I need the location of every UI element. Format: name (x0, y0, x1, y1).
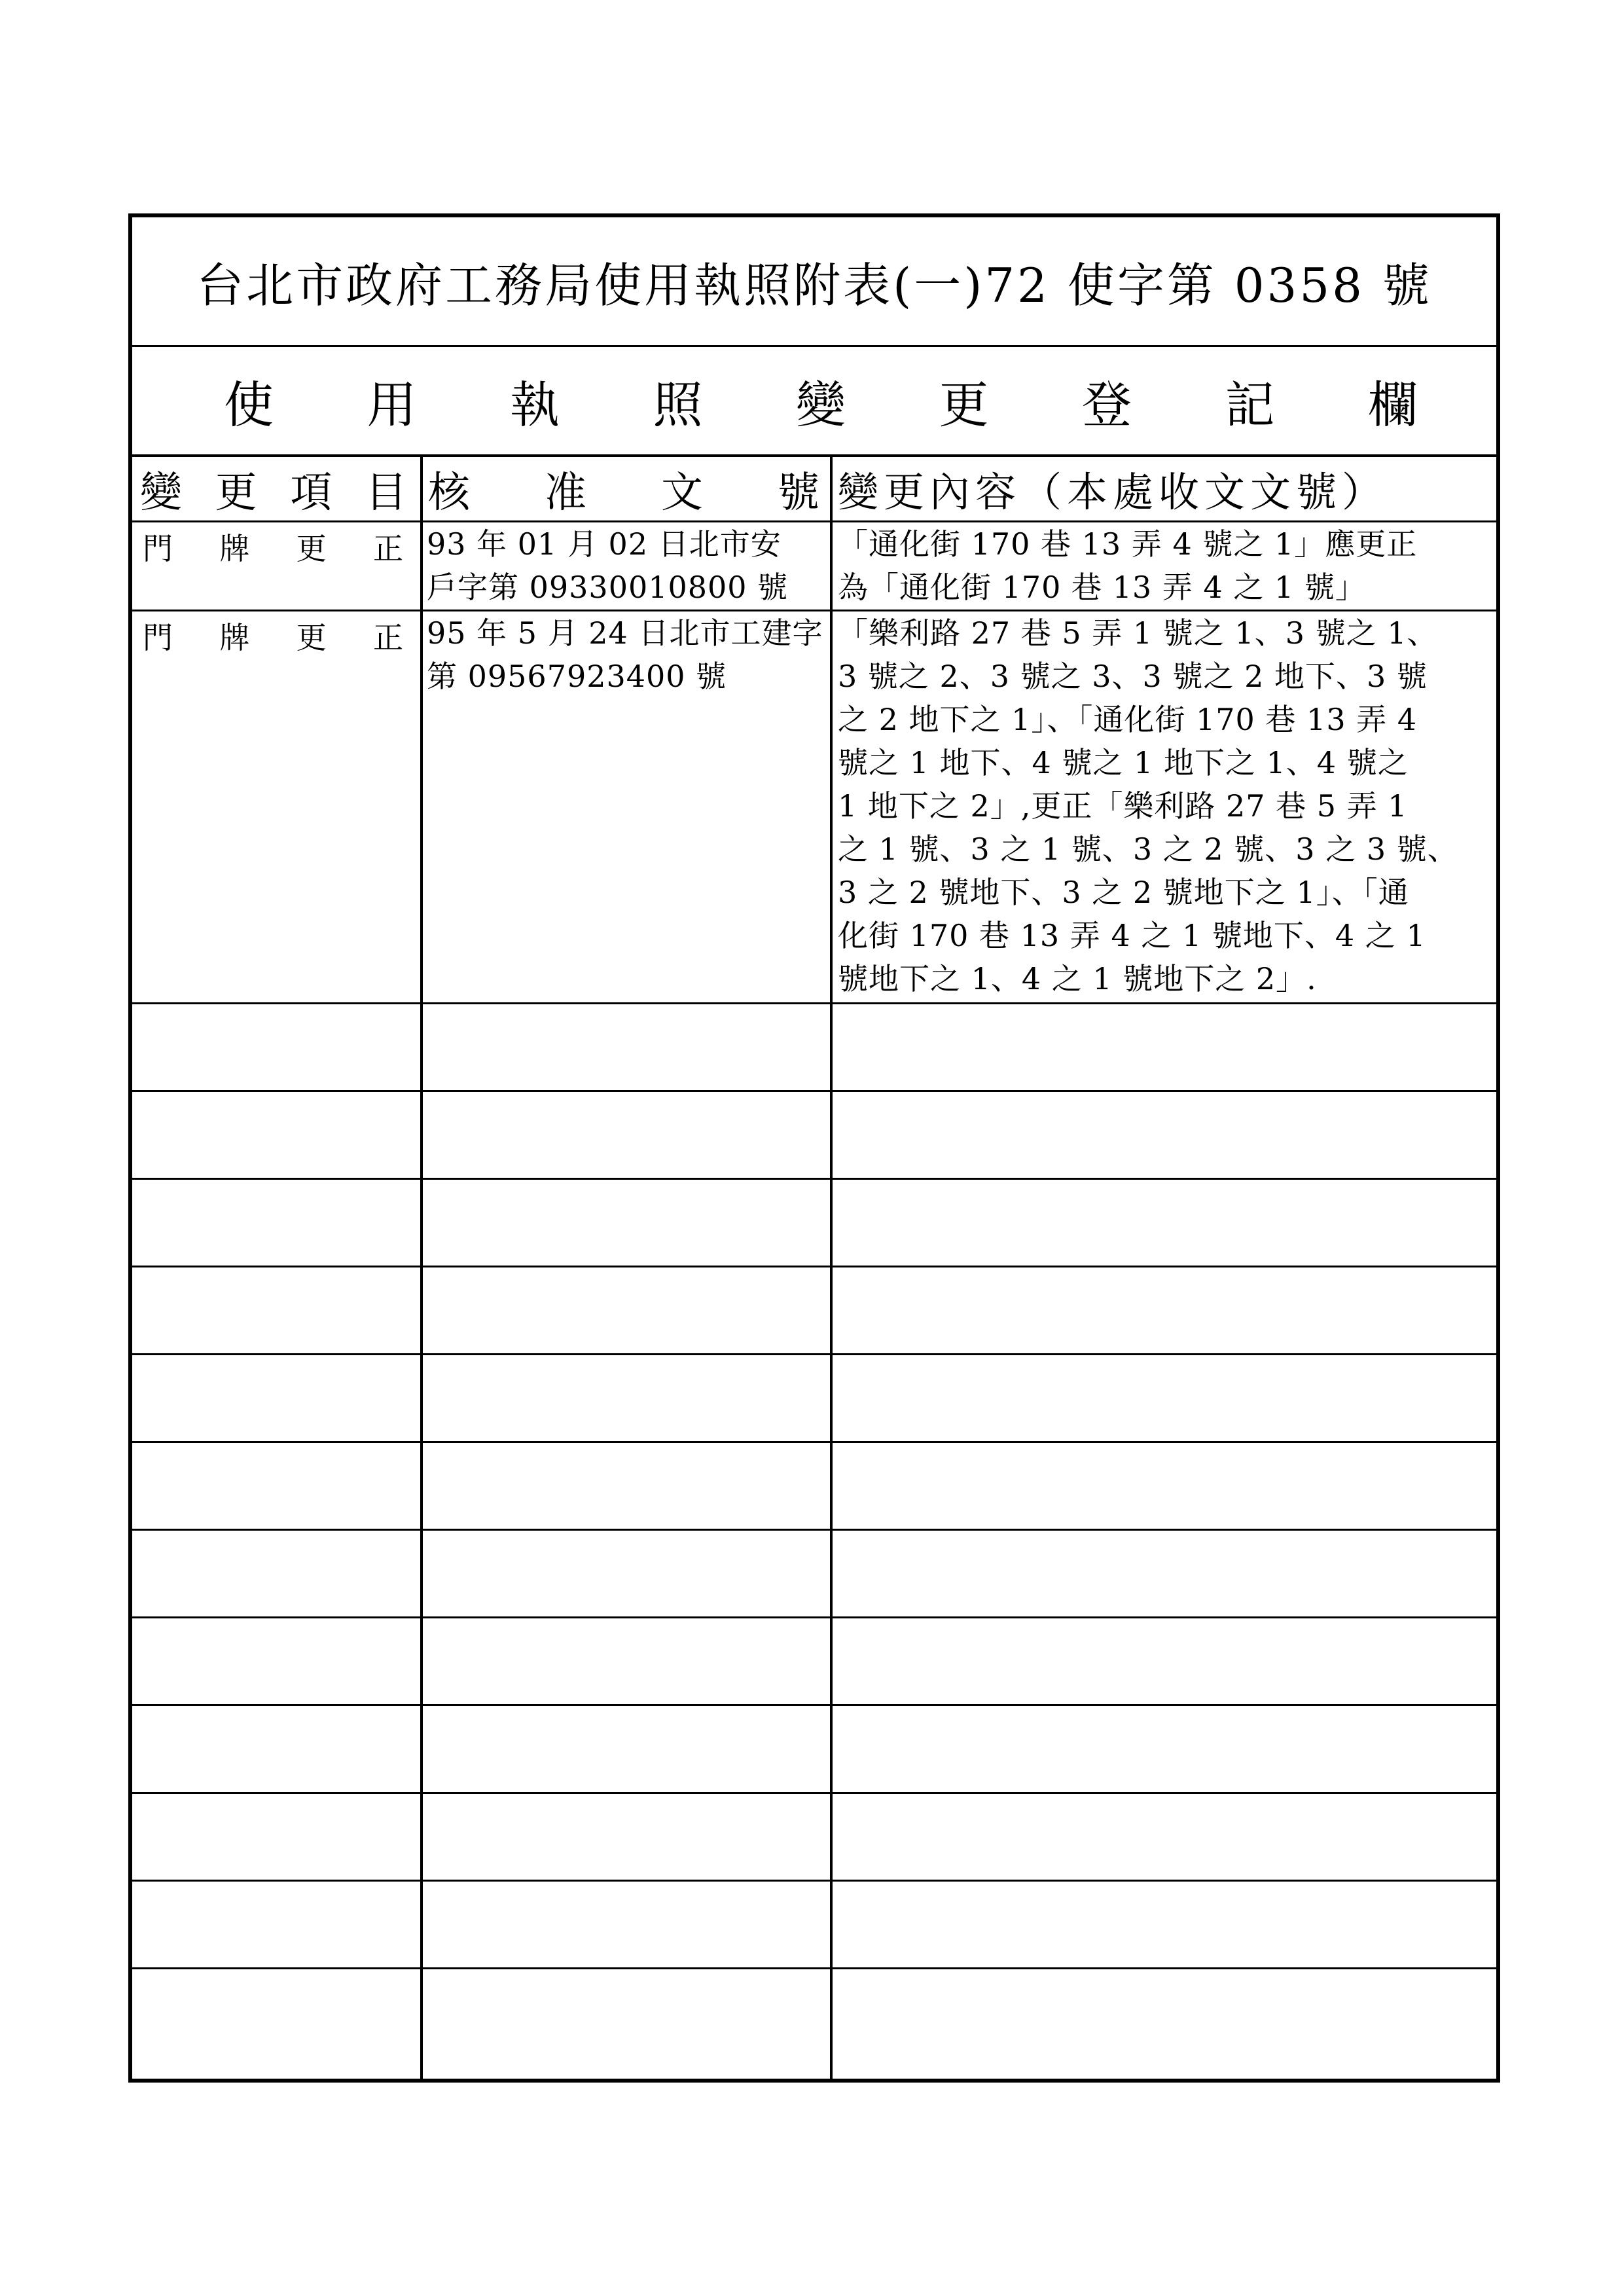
empty-table-row (132, 1443, 1496, 1531)
empty-table-row (132, 1882, 1496, 1969)
change-register-table (132, 457, 1496, 2079)
item-char: 更 (296, 531, 327, 566)
empty-table-row (132, 1706, 1496, 1794)
item-column-header (132, 457, 420, 520)
approval-line: 戶字第 09330010800 號 (427, 570, 789, 605)
content-line: 之 1 號、3 之 1 號、3 之 2 號、3 之 3 號、 (838, 831, 1458, 867)
item-char: 牌 (219, 620, 250, 655)
content-line: 3 之 2 號地下、3 之 2 號地下之 1」、「通 (838, 875, 1409, 910)
empty-table-row (132, 1267, 1496, 1355)
section-heading-char: 執 (510, 375, 560, 434)
empty-table-row (132, 1531, 1496, 1618)
header-char: 文 (661, 468, 703, 517)
section-heading-char: 用 (367, 375, 417, 434)
header-char: 核 (428, 468, 470, 517)
item-char: 正 (372, 531, 403, 566)
change-content-cell (833, 522, 1500, 610)
table-row (132, 522, 1496, 611)
content-line: 3 號之 2、3 號之 3、3 號之 2 地下、3 號 (838, 659, 1428, 694)
item-char: 更 (296, 620, 327, 655)
header-char: 更 (215, 468, 257, 517)
content-line: 為「通化街 170 巷 13 弄 4 之 1 號」 (838, 570, 1366, 605)
table-row (132, 611, 1496, 1004)
empty-table-row (132, 1969, 1496, 2079)
item-char: 門 (143, 531, 173, 566)
usage-permit-form (128, 213, 1500, 2083)
content-line: 「通化街 170 巷 13 弄 4 號之 1」應更正 (838, 526, 1418, 562)
empty-table-row (132, 1618, 1496, 1706)
approval-column-header (423, 457, 830, 520)
item-char: 牌 (219, 531, 250, 566)
content-line: 號之 1 地下、4 號之 1 地下之 1、4 號之 (838, 745, 1409, 780)
document-title: 台北市政府工務局使用執照附表(一)72 使字第 0358 號 (196, 257, 1432, 313)
content-line: 1 地下之 2」,更正「樂利路 27 巷 5 弄 1 (838, 788, 1408, 824)
section-heading-char: 更 (939, 375, 989, 434)
header-char: 項 (290, 468, 333, 517)
item-char: 門 (143, 620, 173, 655)
approval-number-cell (423, 522, 830, 610)
approval-line: 第 09567923400 號 (427, 659, 727, 694)
section-heading-char: 登 (1082, 375, 1132, 434)
content-line: 號地下之 1、4 之 1 號地下之 2」. (838, 961, 1317, 996)
section-heading-char: 使 (224, 375, 274, 434)
empty-table-row (132, 1794, 1496, 1882)
section-heading-char: 記 (1225, 375, 1275, 434)
empty-table-row (132, 1004, 1496, 1092)
item-char: 正 (372, 620, 403, 655)
content-column-header (833, 457, 1500, 520)
table-header-row (132, 457, 1496, 522)
change-item-cell (132, 522, 420, 610)
header-char: 變 (140, 468, 182, 517)
title-band (132, 217, 1496, 347)
approval-line: 93 年 01 月 02 日北市安 (427, 526, 782, 562)
empty-table-row (132, 1355, 1496, 1443)
empty-table-row (132, 1180, 1496, 1267)
content-line: 化街 170 巷 13 弄 4 之 1 號地下、4 之 1 (838, 918, 1426, 953)
section-heading (132, 347, 1496, 457)
content-line: 「樂利路 27 巷 5 弄 1 號之 1、3 號之 1、 (838, 615, 1438, 651)
approval-number-cell (423, 611, 830, 1002)
change-content-cell (833, 611, 1500, 1002)
empty-table-row (132, 1092, 1496, 1180)
content-header-text: 變更內容（本處收文文號） (838, 468, 1388, 516)
section-heading-char: 照 (653, 375, 703, 434)
section-heading-char: 欄 (1368, 375, 1418, 434)
section-heading-char: 變 (796, 375, 846, 434)
header-char: 目 (365, 468, 407, 517)
header-char: 准 (545, 468, 586, 517)
change-item-cell (132, 611, 420, 1002)
approval-line: 95 年 5 月 24 日北市工建字 (427, 615, 823, 651)
content-line: 之 2 地下之 1」、「通化街 170 巷 13 弄 4 (838, 702, 1418, 737)
header-char: 號 (778, 468, 819, 517)
